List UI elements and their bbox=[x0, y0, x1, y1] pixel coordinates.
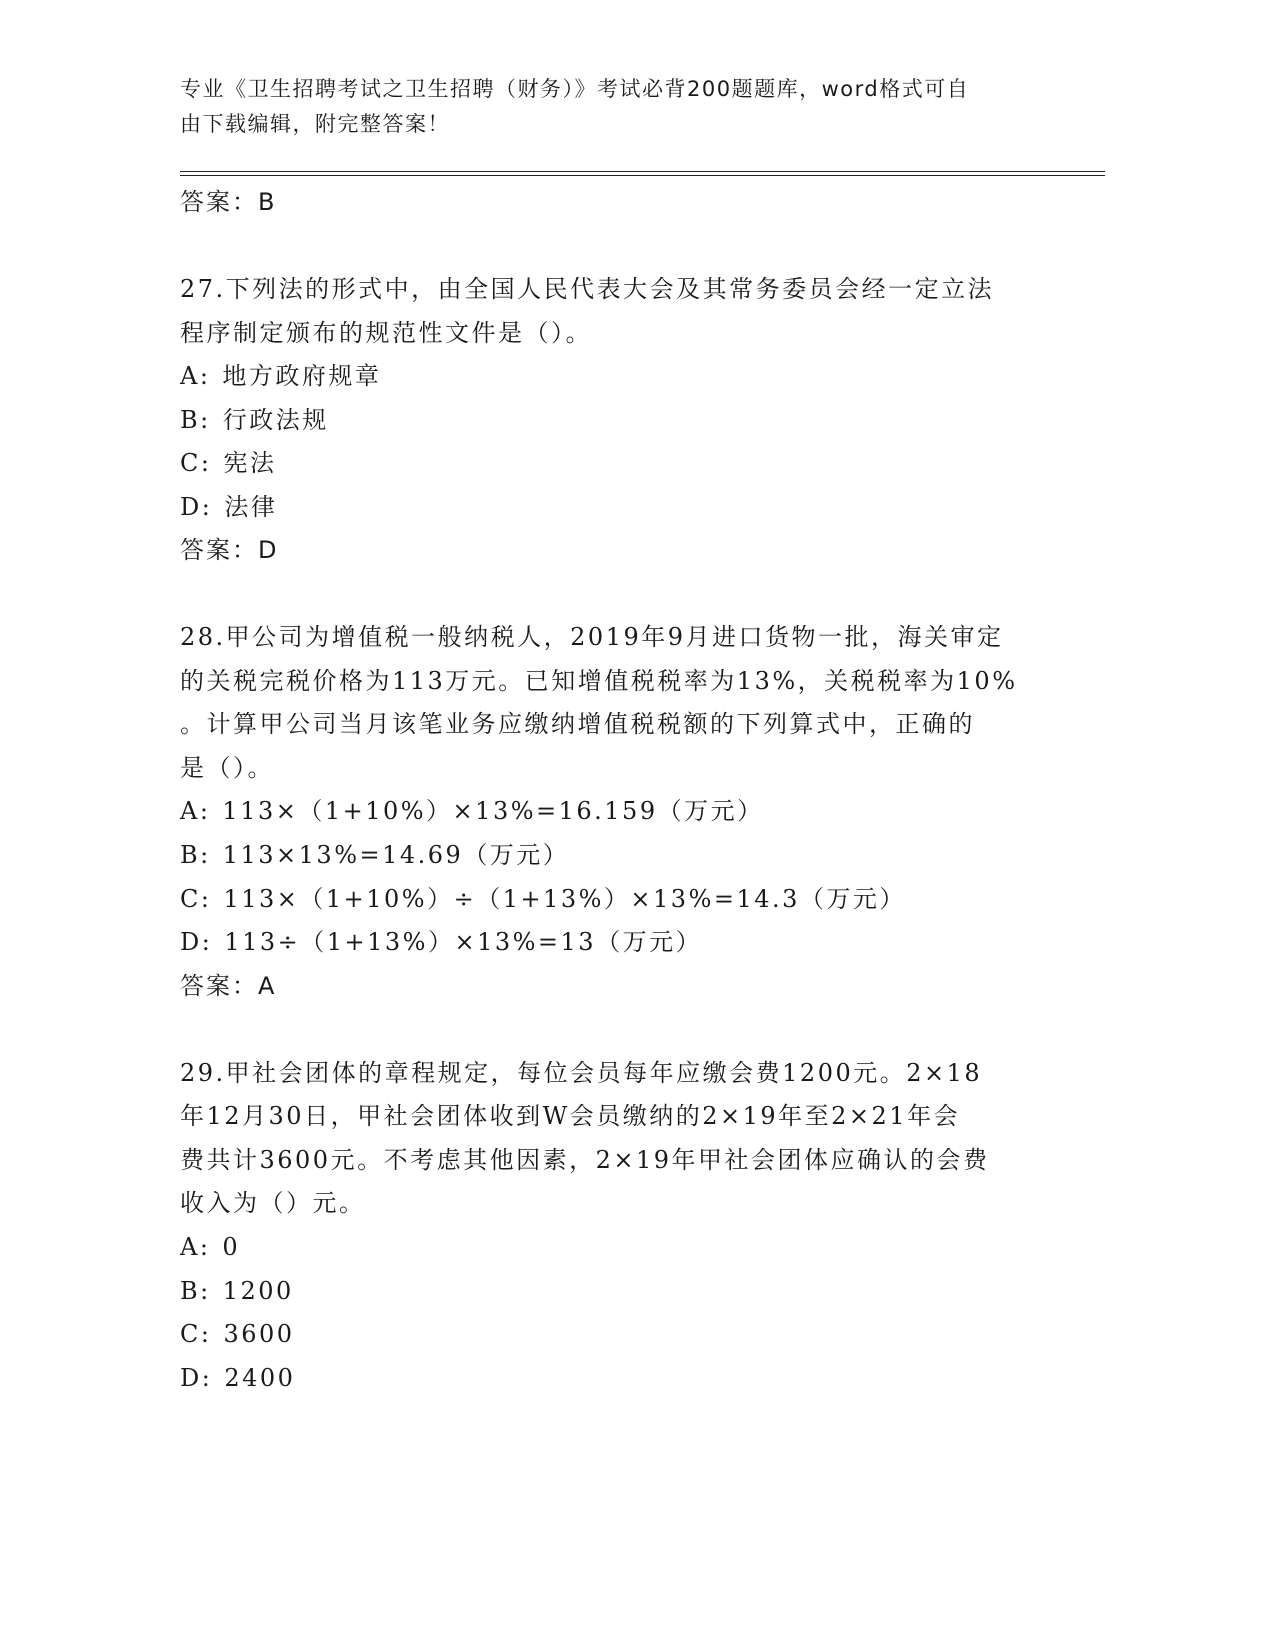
answer: 答案：D bbox=[180, 536, 279, 564]
option-letter: B: bbox=[180, 1277, 211, 1305]
option-text: 行政法规 bbox=[222, 406, 329, 434]
option-text: 0 bbox=[222, 1233, 241, 1261]
option-c bbox=[180, 448, 276, 478]
option-text: 113×（1+10%）÷（1+13%）×13%=14.3（万元） bbox=[223, 885, 906, 913]
option-b bbox=[180, 1276, 294, 1306]
question-text-line: 是（）。 bbox=[180, 754, 274, 782]
option-letter: A: bbox=[180, 797, 211, 825]
option-text: 宪法 bbox=[223, 449, 277, 477]
question-text-line: 年12月30日，甲社会团体收到W会员缴纳的2×19年至2×21年会 bbox=[180, 1102, 961, 1130]
option-a bbox=[180, 1232, 240, 1262]
option-text: 2400 bbox=[224, 1364, 296, 1392]
option-text: 3600 bbox=[223, 1320, 295, 1348]
option-letter: C: bbox=[180, 1320, 212, 1348]
option-letter: D: bbox=[180, 493, 213, 521]
option-a bbox=[180, 361, 381, 391]
question-text-line: 的关税完税价格为113万元。已知增值税税率为13%，关税税率为10% bbox=[180, 667, 1018, 695]
option-letter: A: bbox=[180, 1233, 211, 1261]
question-text-line: 28.甲公司为增值税一般纳税人，2019年9月进口货物一批，海关审定 bbox=[180, 623, 1004, 651]
option-letter: B: bbox=[180, 406, 211, 434]
document-header bbox=[180, 72, 1040, 142]
previous-answer: 答案：B bbox=[180, 188, 277, 216]
option-a bbox=[180, 796, 764, 826]
answer: 答案：A bbox=[180, 972, 277, 1000]
option-letter: D: bbox=[180, 1364, 213, 1392]
question-text-line: 程序制定颁布的规范性文件是（）。 bbox=[180, 319, 592, 347]
option-text: 地方政府规章 bbox=[222, 362, 382, 390]
question-text-line: 29.甲社会团体的章程规定，每位会员每年应缴会费1200元。2×18 bbox=[180, 1059, 983, 1087]
option-text: 113×（1+10%）×13%=16.159（万元） bbox=[222, 797, 764, 825]
option-text: 113×13%=14.69（万元） bbox=[222, 841, 570, 869]
option-text: 法律 bbox=[224, 493, 278, 521]
option-c bbox=[180, 884, 906, 914]
question-text-line: 收入为（）元。 bbox=[180, 1189, 366, 1217]
option-d bbox=[180, 927, 702, 957]
header-divider-top bbox=[180, 171, 1105, 172]
question-text-line: 费共计3600元。不考虑其他因素，2×19年甲社会团体应确认的会费 bbox=[180, 1146, 990, 1174]
option-b bbox=[180, 405, 329, 435]
option-letter: A: bbox=[180, 362, 211, 390]
question-text-line: 27.下列法的形式中，由全国人民代表大会及其常务委员会经一定立法 bbox=[180, 275, 995, 303]
option-d bbox=[180, 1363, 295, 1393]
header-divider-bottom bbox=[180, 175, 1105, 176]
option-b bbox=[180, 840, 569, 870]
question-text-line: 。计算甲公司当月该笔业务应缴纳增值税税额的下列算式中，正确的 bbox=[180, 710, 975, 738]
option-d bbox=[180, 492, 277, 522]
option-text: 113÷（1+13%）×13%=13（万元） bbox=[224, 928, 703, 956]
option-text: 1200 bbox=[222, 1277, 294, 1305]
option-letter: D: bbox=[180, 928, 213, 956]
option-letter: C: bbox=[180, 449, 212, 477]
header-line-1: 专业《卫生招聘考试之卫生招聘（财务）》考试必背200题题库，word格式可自 bbox=[180, 77, 970, 101]
option-letter: C: bbox=[180, 885, 212, 913]
option-c bbox=[180, 1319, 295, 1349]
option-letter: B: bbox=[180, 841, 211, 869]
header-line-2: 由下载编辑，附完整答案！ bbox=[180, 112, 450, 136]
